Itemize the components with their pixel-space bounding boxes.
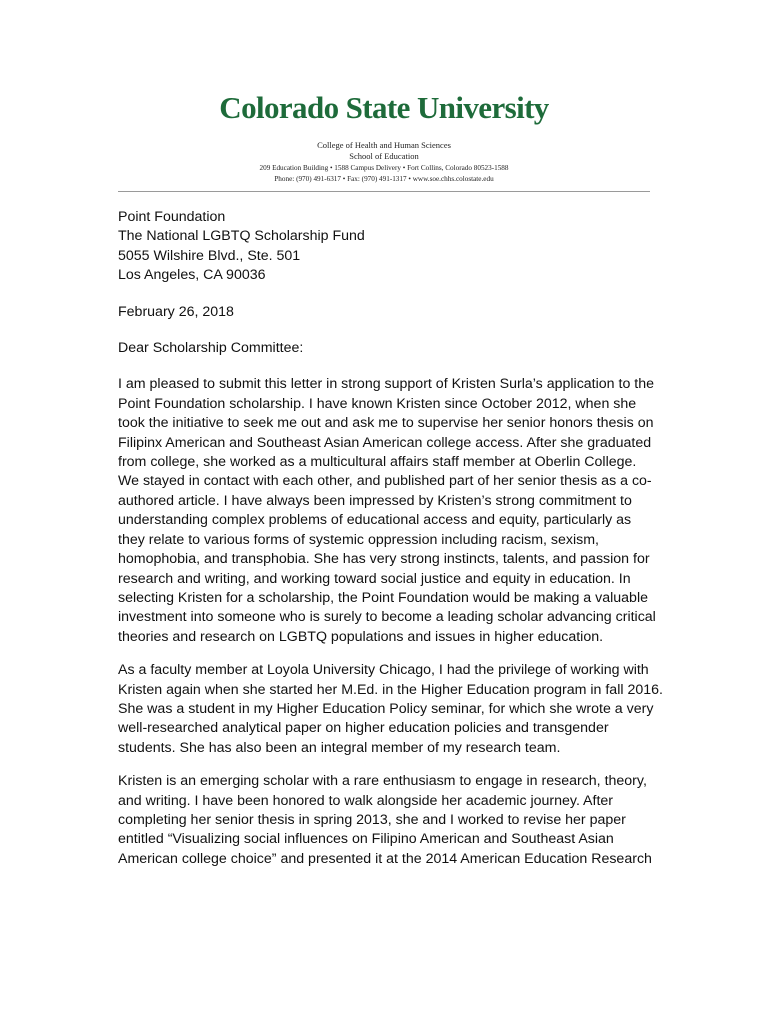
paragraph-line: from college, she worked as a multicultural affairs staff member at Oberlin College. [118,454,637,471]
paragraph [118,375,658,647]
paragraph-line: well-researched analytical paper on higher education policies and transgender [118,720,609,737]
paragraph-line: She was a student in my Higher Education Policy seminar, for which she wrote a very [118,700,654,717]
recipient-line: The National LGBTQ Scholarship Fund [118,228,365,245]
university-logo: Colorado State University [219,90,549,125]
paragraph-line: took the initiative to seek me out and ask me to supervise her senior honors thesis on [118,415,654,432]
paragraph-line: I am pleased to submit this letter in strong support of Kristen Surla’s application to the [118,376,654,393]
paragraph-line: students. She has also been an integral member of my research team. [118,739,561,756]
college-name: College of Health and Human Sciences [317,140,451,150]
paragraph [118,661,663,758]
paragraph-line: authored article. I have always been impressed by Kristen’s strong commitment to [118,492,632,509]
paragraph-line: American college choice” and presented it at the 2014 American Education Research [118,850,652,867]
paragraph-line: Point Foundation scholarship. I have known Kristen since October 2012, when she [118,395,637,412]
paragraph-line: entitled “Visualizing social influences on Filipino American and Southeast Asian [118,831,614,848]
recipient-line: Los Angeles, CA 90036 [118,267,266,284]
paragraph-line: understanding complex problems of educational access and equity, particularly as [118,512,632,529]
paragraph-line: Filipinx American and Southeast Asian American college access. After she graduated [118,434,652,451]
paragraph-line: they relate to various forms of systemic oppression including racism, sexism, [118,531,599,548]
recipient-line: Point Foundation [118,209,226,225]
paragraph-line: investment into someone who is surely to become a leading scholar advancing critical [118,609,656,626]
recipient-line: 5055 Wilshire Blvd., Ste. 501 [118,247,301,264]
paragraph-line: Kristen again when she started her M.Ed. in the Higher Education program in fall 2016. [118,681,663,698]
paragraph-line: selecting Kristen for a scholarship, the Point Foundation would be making a valuable [118,589,648,606]
letterhead-divider [118,191,650,192]
paragraph-line: and writing. I have been honored to walk alongside her academic journey. After [118,792,614,809]
salutation: Dear Scholarship Committee: [118,340,304,357]
recipient-address [118,208,658,286]
paragraph-line: theories and research on LGBTQ populations and issues in higher education. [118,628,604,645]
letterhead-contact: Phone: (970) 491-6317 • Fax: (970) 491-1317 • www.soe.chhs.colostate.edu [274,174,494,183]
letter-body [118,208,663,869]
letter-date: February 26, 2018 [118,303,234,320]
letterhead [118,88,650,184]
letterhead-address: 209 Education Building • 1588 Campus Delivery • Fort Collins, Colorado 80523-1588 [259,164,509,172]
paragraph [118,772,658,869]
paragraph-line: Kristen is an emerging scholar with a rare enthusiasm to engage in research, theory, [118,773,647,790]
paragraph-line: We stayed in contact with each other, and published part of her senior thesis as a co- [118,473,652,490]
paragraph-line: completing her senior thesis in spring 2013, she and I worked to revise her paper [118,811,626,828]
paragraph-line: research and writing, and working toward social justice and equity in education. In [118,570,631,587]
paragraph-line: As a faculty member at Loyola University Chicago, I had the privilege of working with [118,662,649,679]
school-name: School of Education [349,150,419,161]
paragraph-line: homophobia, and transphobia. She has very strong instincts, talents, and passion for [118,551,650,568]
